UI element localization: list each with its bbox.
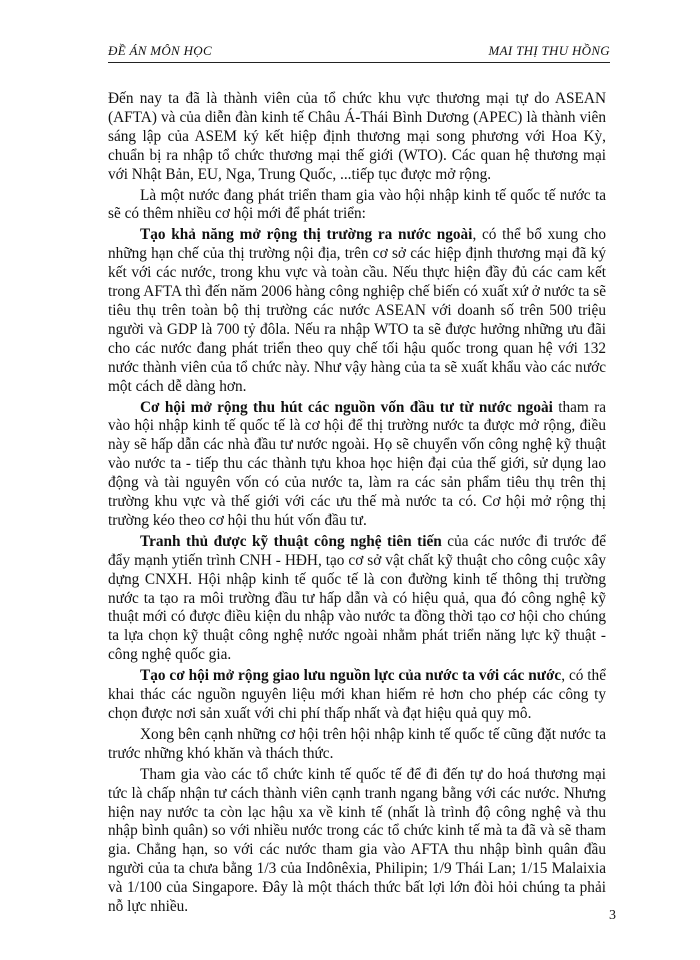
paragraph-investment: [108, 399, 606, 531]
paragraph-heading: Tranh thủ được kỹ thuật công nghệ tiên tiến: [140, 532, 442, 550]
document-body: [108, 90, 606, 919]
paragraph-challenges: [108, 726, 606, 764]
paragraph-heading: Tạo cơ hội mở rộng giao lưu nguồn lực của nước ta với các nước: [140, 667, 562, 685]
header-course-title: ĐỀ ÁN MÔN HỌC: [108, 43, 212, 58]
paragraph-text: , có thể bổ xung cho những hạn chế của thị trường nội địa, trên cơ sở các hiệp định thương mại đã ký kết với các nước, trong khu vực và toàn cầu. Nếu thực hiện đầy đủ các cam kết trong AFTA thì đến năm 2006 hàng công nghiệp chế biến có xuất xứ ở nước ta sẽ tiêu thụ trên toàn bộ thị trường các nước ASEAN với doanh số trên 500 triệu người và GDP là 700 tỷ đôla. Nếu ra nhập WTO ta sẽ được hưởng những ưu đãi cho các nước đang phát triển theo quy chế tối hậu quốc trong quan hệ với 132 nước thành viên của tổ chức này. Như vậy hàng của ta sẽ xuất khẩu vào các nước một cách dễ dàng hơn.: [108, 226, 606, 395]
paragraph-text: , có thể khai thác các nguồn nguyên liệu mới khan hiếm rẻ hơn cho phép các công ty chọn được nơi sản xuất với chi phí thấp nhất và đạt hiệu quả quy mô.: [108, 667, 606, 722]
paragraph-competition: [108, 766, 606, 917]
paragraph-heading: Tạo khả năng mở rộng thị trường ra nước ngoài: [140, 226, 473, 244]
paragraph-text: của các nước đi trước để đẩy mạnh ytiến trình CNH - HĐH, tạo cơ sở vật chất kỹ thuật cho công cuộc xây dựng CNXH. Hội nhập kinh tế quốc tế là con đường kinh tế thông thị trường nước ta tạo ra môi trường đầu tư hấp dẫn và có hiệu quả, qua đó công nghệ kỹ thuật mới có được điều kiện du nhập vào nước ta đồng thời tạo cơ hội cho chúng ta lựa chọn kỹ thuật công nghệ nước ngoài nhằm phát triển năng lực kỹ thuật - công nghệ quốc gia.: [108, 532, 606, 664]
paragraph-intro: [108, 90, 606, 185]
page-header: [108, 40, 610, 63]
paragraph-heading: Cơ hội mở rộng thu hút các nguồn vốn đầu tư từ nước ngoài: [140, 398, 553, 416]
paragraph-technology: [108, 533, 606, 665]
paragraph-text: Đến nay ta đã là thành viên của tổ chức khu vực thương mại tự do ASEAN (AFTA) và của diễn đàn kinh tế Châu Á-Thái Bình Dương (APEC) là thành viên sáng lập của ASEM ký kết hiệp định thương mại song phương với Hoa Kỳ, chuẩn bị ra nhập tổ chức thương mại thế giới (WTO). Các quan hệ thương mại với Nhật Bản, EU, Nga, Trung Quốc, ...tiếp tục được mở rộng.: [108, 90, 606, 183]
paragraph-text: Xong bên cạnh những cơ hội trên hội nhập kinh tế quốc tế cũng đặt nước ta trước những khó khăn và thách thức.: [108, 725, 606, 762]
paragraph-text: Tham gia vào các tổ chức kinh tế quốc tế để đi đến tự do hoá thương mại tức là chấp nhận tư cách thành viên cạnh tranh ngang bằng với các nước. Nhưng hiện nay nước ta còn lạc hậu xa về kinh tế (nhất là trình độ công nghệ và thu nhập bình quân) so với nhiều nước trong các tổ chức kinh tế mà ta đã và sẽ tham gia. Chẳng hạn, so với các nước tham gia vào AFTA thu nhập bình quân đầu người của ta chưa bằng 1/3 của Indônêxia, Philipin; 1/9 Thái Lan; 1/15 Malaixia và 1/100 của Singapore. Đây là một thách thức bất lợi lớn đòi hỏi chúng ta phải nỗ lực nhiều.: [108, 765, 606, 916]
paragraph-resources: [108, 667, 606, 724]
paragraph-text: tham ra vào hội nhập kinh tế quốc tế là cơ hội để thị trường nước ta được mở rộng, điều này sẽ hấp dẫn các nhà đầu tư nước ngoài. Họ sẽ chuyển vốn công nghệ kỹ thuật vào nước ta - tiếp thu các thành tựu khoa học hiện đại của thế giới, sử dụng lao động và tài nguyên vốn có của nước ta, làm ra các sản phẩm tiêu thụ trên thị trường khu vực và thế giới với các ưu thế mà nước ta có. Cơ hội mở rộng thị trường kéo theo cơ hội thu hút vốn đầu tư.: [108, 398, 606, 529]
header-author-name: MAI THỊ THU HỒNG: [488, 43, 610, 58]
paragraph-opportunities: [108, 187, 606, 225]
page-number: 3: [609, 908, 616, 923]
paragraph-market: [108, 226, 606, 396]
paragraph-text: Là một nước đang phát triển tham gia vào hội nhập kinh tế quốc tế nước ta sẽ có thêm nhiều cơ hội mới để phát triển:: [108, 186, 606, 223]
